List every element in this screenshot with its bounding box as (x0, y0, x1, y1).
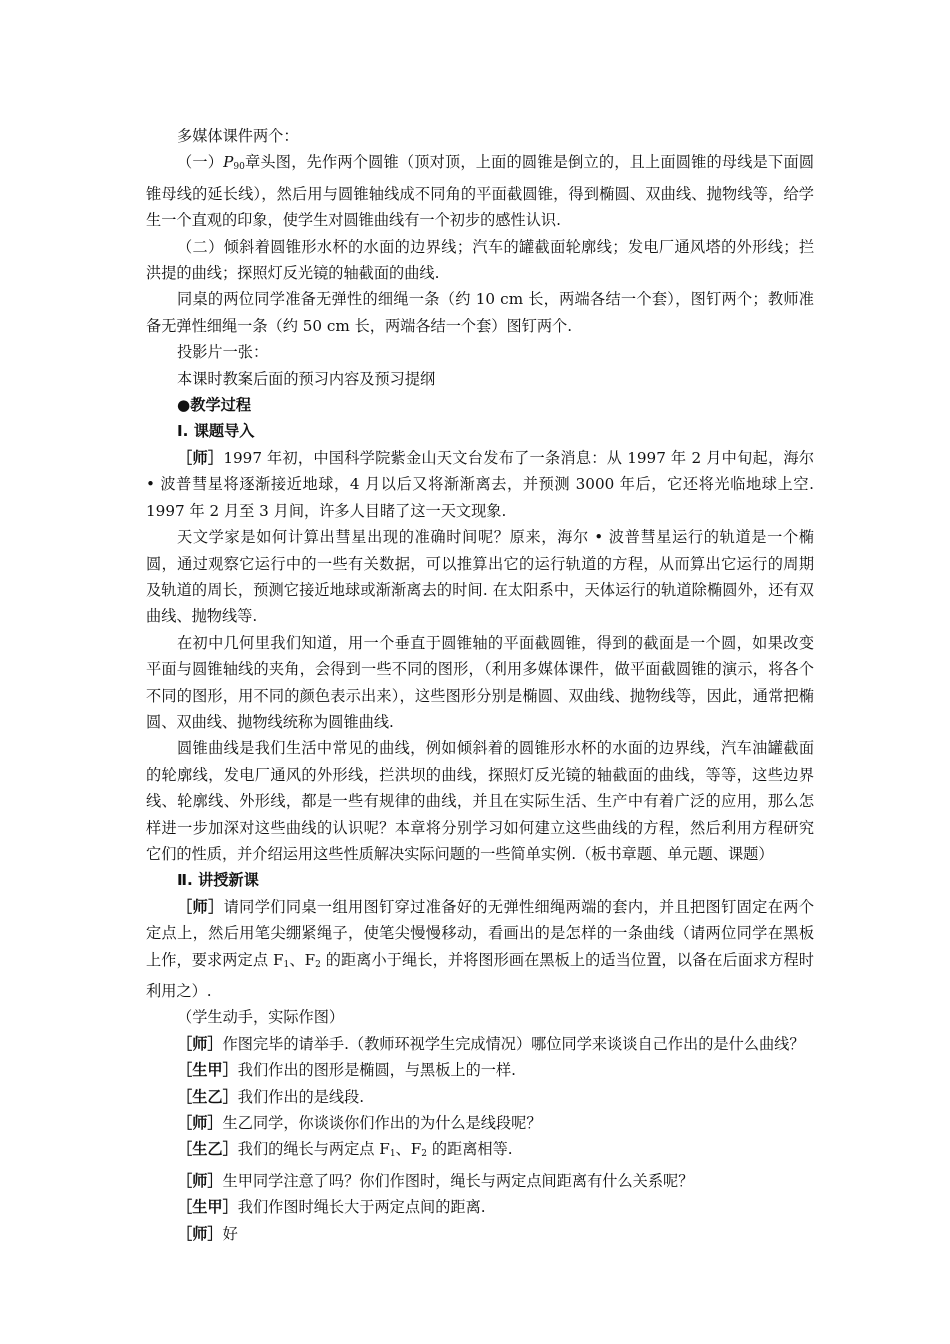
paragraph-slide (146, 339, 814, 365)
section-heading-intro (146, 418, 814, 444)
subscript: 2 (315, 959, 321, 970)
text: 多媒体课件两个： (177, 127, 299, 145)
heading-text: ●教学过程 (177, 396, 252, 415)
text: 圆锥曲线是我们生活中常见的曲线，例如倾斜着的圆锥形水杯的水面的边界线，汽车油罐截面的轮廓线，发电厂通风的外形线，拦洪坝的曲线，探照灯反光镜的轴截面的曲线，等等，这些边界线、轮廓线、外形线，都是一些有规律的曲线，并且在实际生活、生产中有着广泛的应用，那么怎样进一步加深对这些曲线的认识呢？本章将分别学习如何建立这些曲线的方程，然后利用方程研究它们的性质，并介绍运用这些性质解决实际问题的一些简单实例.（板书章题、单元题、课题） (146, 739, 814, 863)
heading-text: Ⅰ. 课题导入 (177, 422, 255, 441)
speaker-tag: ［生乙］ (177, 1140, 238, 1159)
paragraph-courseware-2 (146, 234, 814, 287)
paragraph-preview (146, 366, 814, 392)
dialogue-line (146, 1110, 814, 1136)
text: 的距离相等. (427, 1140, 513, 1159)
speaker-tag: ［师］ (177, 1224, 223, 1243)
speaker-tag: ［师］ (177, 448, 224, 467)
text: 请同学们同桌一组用图钉穿过准备好的无弹性细绳两端的套内，并且把图钉固定在两个定点上，然后用笔尖绷紧绳子，使笔尖慢慢移动，看画出的是怎样的一条曲线（请两位同学在黑板上作，要求两定点 F (146, 897, 815, 969)
paragraph-conic-life (146, 735, 814, 867)
paragraph-drawing-task (146, 894, 814, 1005)
text: 我们作出的是线段. (237, 1087, 365, 1106)
text: 生甲同学注意了吗？你们作图时，绳长与两定点间距离有什么关系呢？ (222, 1171, 694, 1190)
text: 1997 年初，中国科学院紫金山天文台发布了一条消息：从 1997 年 2 月中旬起，海尔 • 波普彗星将逐渐接近地球，4 月以后又将渐渐离去，并预测 3000 年后，它还将光临地球上空. 1997 年 2 月至 3 月间，许多人目睹了这一天文现象. (146, 448, 815, 520)
speaker-tag: ［生甲］ (177, 1061, 238, 1080)
text: 投影片一张： (177, 343, 269, 362)
text: 好 (222, 1224, 238, 1243)
paragraph-string-prep (146, 286, 814, 339)
text: 天文学家是如何计算出彗星出现的准确时间呢？原来，海尔 • 波普彗星运行的轨道是一个椭圆，通过观察它运行中的一些有关数据，可以推算出它的运行轨道的方程，从而算出它运行的周期及轨道的周长，预测它接近地球或渐渐离去的时间. 在太阳系中，天体运行的轨道除椭圆外，还有双曲线、抛物线等. (146, 528, 814, 626)
paragraph-comet-news (146, 445, 814, 524)
text: 我们作图时绳长大于两定点间的距离. (237, 1198, 486, 1217)
paragraph-materials (146, 123, 814, 149)
text: 本课时教案后面的预习内容及预习提纲 (177, 369, 436, 388)
paragraph-comet-orbit (146, 524, 814, 630)
text: 章头图，先作两个圆锥（顶对顶，上面的圆锥是倒立的，且上面圆锥的母线是下面圆锥母线的延长线），然后用与圆锥轴线成不同角的平面截圆锥，得到椭圆、双曲线、抛物线等，给学生一个直观的印象，使学生对圆锥曲线有一个初步的感性认识. (146, 153, 815, 230)
text: （二）倾斜着圆锥形水杯的水面的边界线；汽车的罐截面轮廓线；发电厂通风塔的外形线；拦洪提的曲线；探照灯反光镜的轴截面的曲线. (146, 237, 814, 283)
paragraph-student-action (146, 1004, 814, 1030)
paragraph-cone-section (146, 630, 814, 736)
dialogue-line (146, 1194, 814, 1220)
document-body (146, 123, 814, 1247)
text: （一） (177, 153, 224, 172)
speaker-tag: ［师］ (177, 897, 224, 916)
page-ref: P (223, 153, 234, 172)
paragraph-teacher-ask (146, 1031, 814, 1057)
speaker-tag: ［生乙］ (177, 1087, 238, 1106)
dialogue-line (146, 1057, 814, 1083)
speaker-tag: ［师］ (177, 1034, 223, 1053)
subscript: 2 (421, 1149, 428, 1160)
text: 的距离小于绳长，并将图形画在黑板上的适当位置，以备在后面求方程时利用之）. (146, 950, 814, 1000)
text: 同桌的两位同学准备无弹性的细绳一条（约 10 cm 长，两端各结一个套），图钉两个；教师准备无弹性细绳一条（约 50 cm 长，两端各结一个套）图钉两个. (146, 290, 814, 335)
speaker-tag: ［师］ (177, 1171, 223, 1190)
text: 、F (395, 1140, 422, 1159)
dialogue-line (146, 1084, 814, 1110)
text: 在初中几何里我们知道，用一个垂直于圆锥轴的平面截圆锥，得到的截面是一个圆，如果改变平面与圆锥轴线的夹角，会得到一些不同的图形，（利用多媒体课件，做平面截圆锥的演示，将各个不同的图形，用不同的颜色表示出来），这些图形分别是椭圆、双曲线、抛物线等，因此，通常把椭圆、双曲线、抛物线统称为圆锥曲线. (146, 633, 814, 731)
text: 我们作出的图形是椭圆，与黑板上的一样. (237, 1061, 516, 1080)
text: 、F (289, 950, 316, 969)
text: 我们的绳长与两定点 F (237, 1140, 390, 1159)
section-heading-new-lesson (146, 867, 814, 893)
paragraph-courseware-1 (146, 149, 814, 233)
speaker-tag: ［师］ (177, 1114, 223, 1133)
text: 生乙同学，你谈谈你们作出的为什么是线段呢？ (222, 1114, 542, 1133)
speaker-tag: ［生甲］ (177, 1198, 238, 1217)
page-ref-subscript: 90 (233, 162, 245, 173)
dialogue-line (146, 1168, 814, 1194)
text: 作图完毕的请举手.（教师环视学生完成情况）哪位同学来谈谈自己作出的是什么曲线？ (222, 1034, 805, 1053)
subscript: 1 (389, 1149, 396, 1160)
subscript: 1 (283, 959, 290, 970)
section-heading-process (146, 392, 814, 418)
heading-text: Ⅱ. 讲授新课 (177, 871, 259, 890)
dialogue-line (146, 1136, 814, 1167)
text: （学生动手，实际作图） (177, 1008, 345, 1027)
dialogue-line (146, 1221, 814, 1247)
